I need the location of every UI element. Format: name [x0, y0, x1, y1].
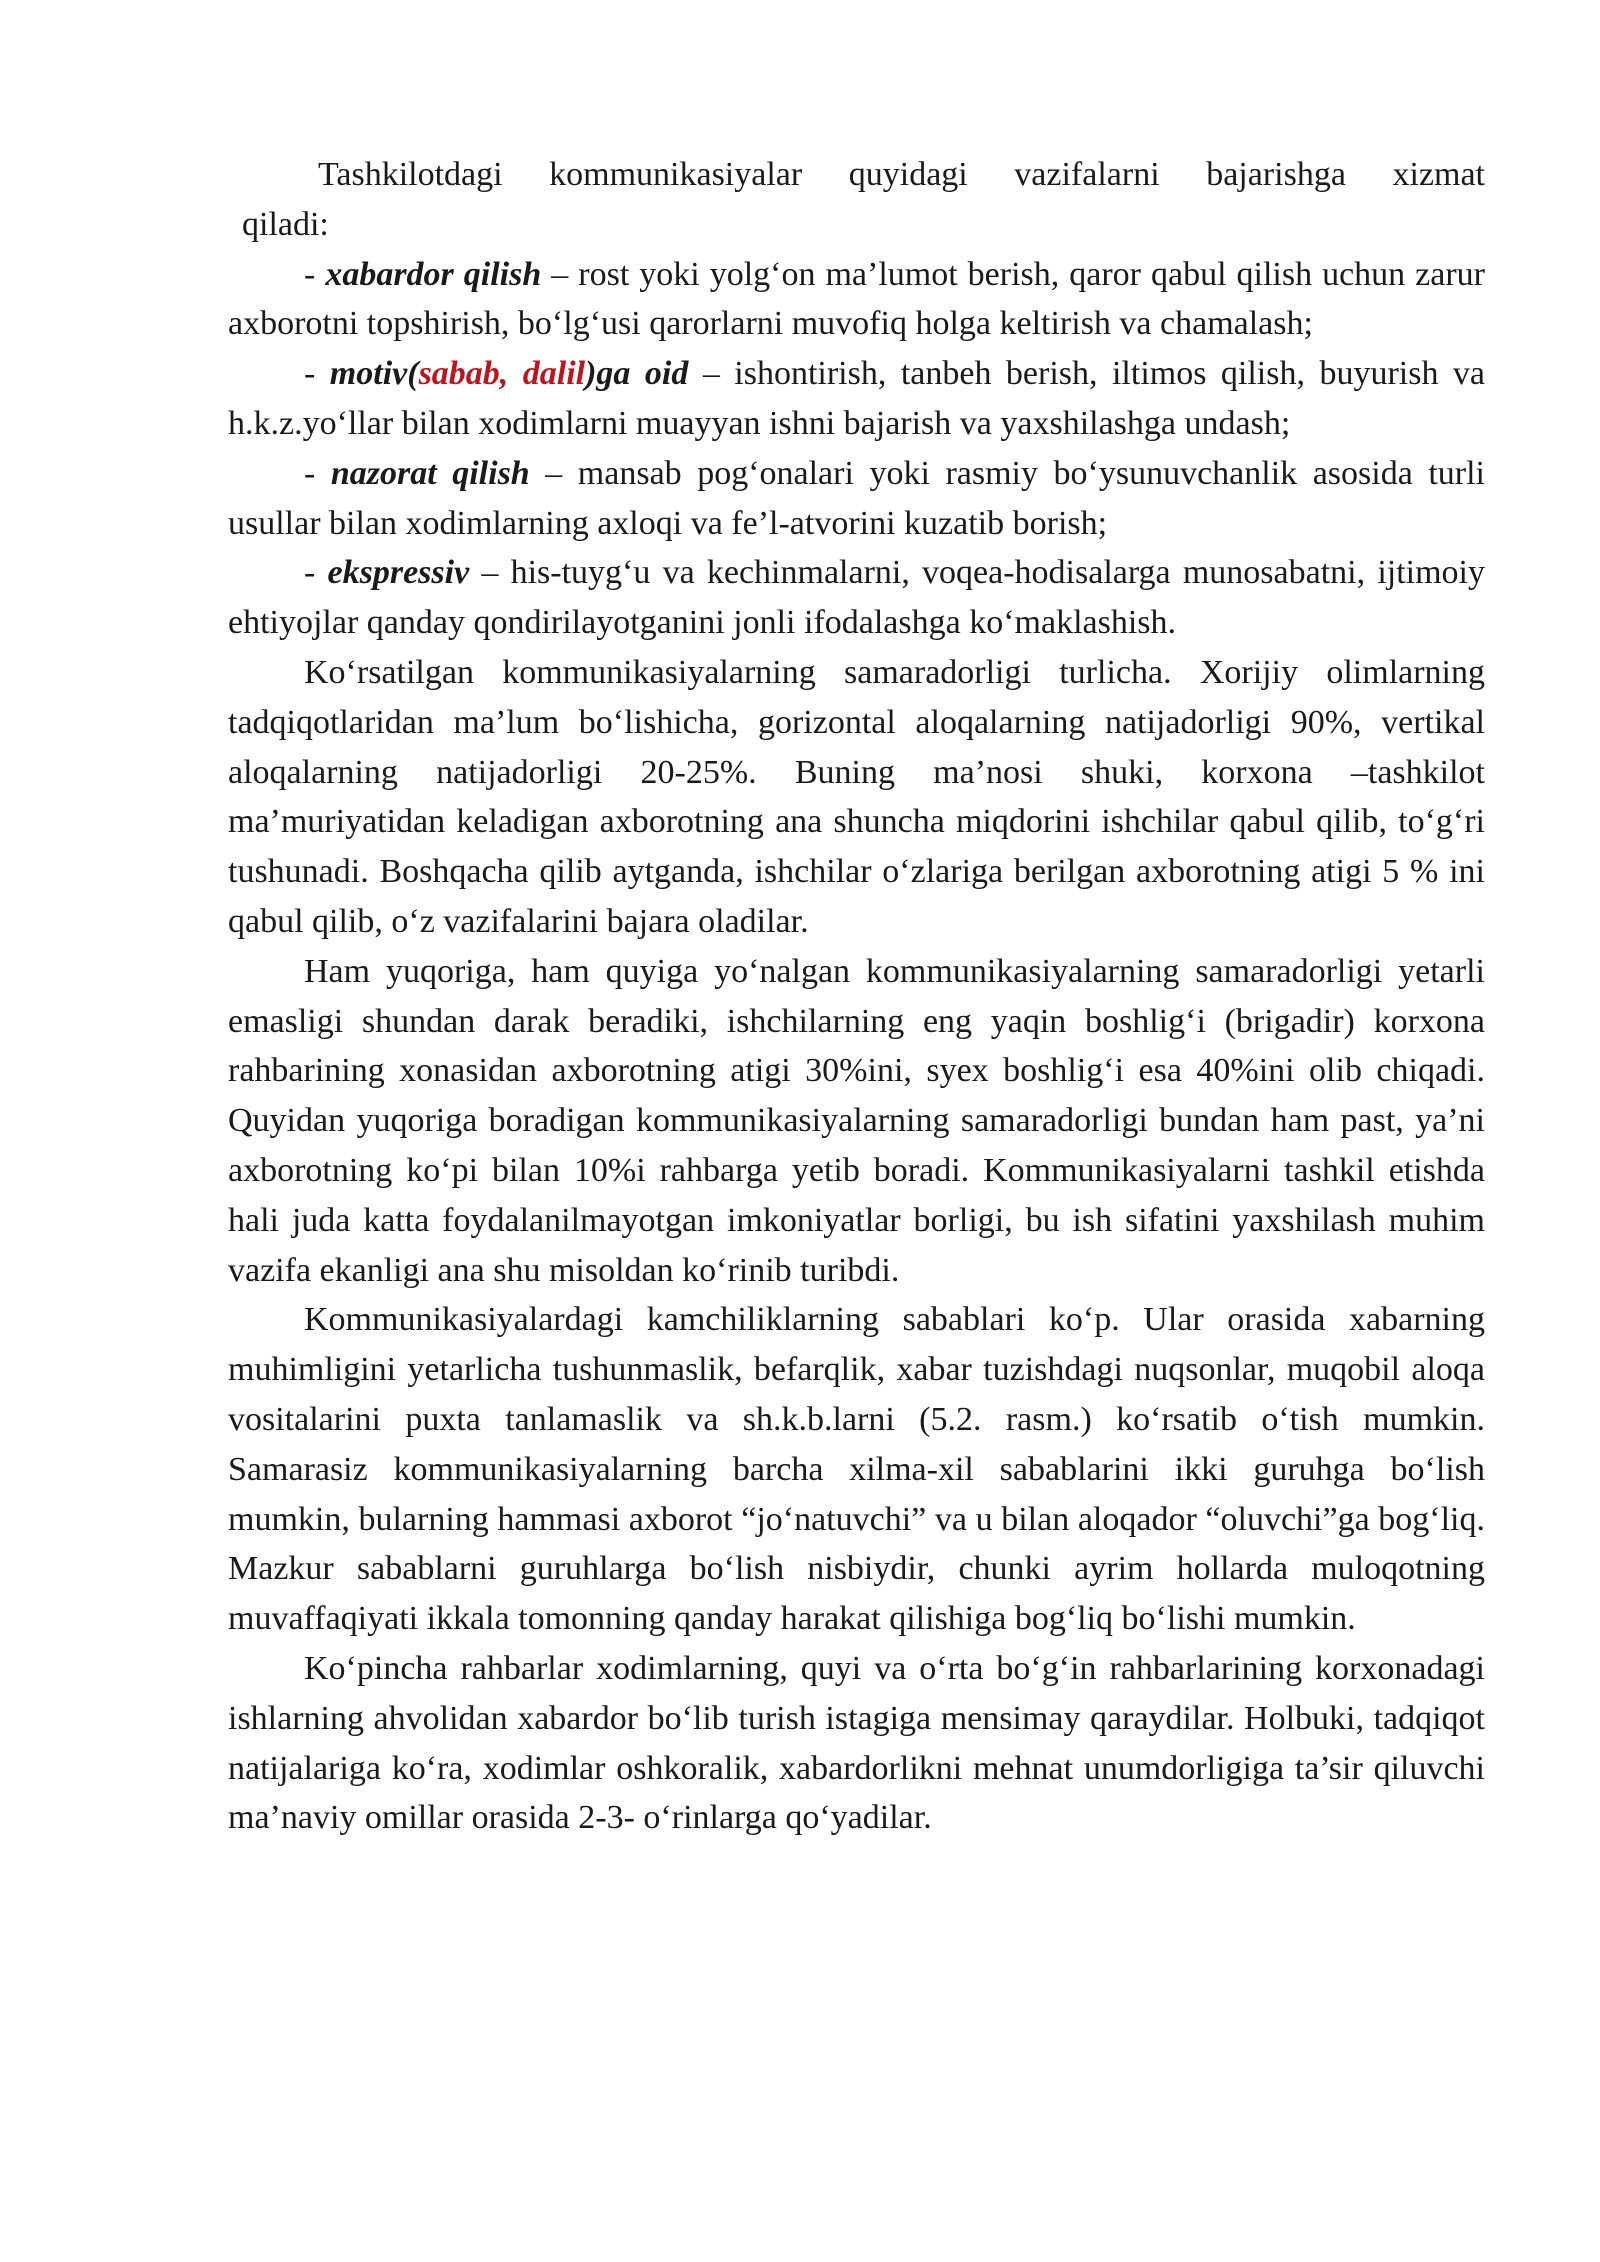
function-item-motivation — [228, 349, 1485, 449]
item-dash: - — [304, 454, 331, 492]
body-paragraph-upward-downward: Ham yuqoriga, ham quyiga yo‘nalgan kommunikasiyalarning samaradorligi yetarli emasligi shundan darak beradiki, ishchilarning eng yaqin boshlig‘i (brigadir) korxona rahbarining xonasidan axborotning atigi 30%ini, syex boshlig‘i esa 40%ini olib chiqadi. Quyidan yuqoriga boradigan kommunikasiyalarning samaradorligi bundan ham past, ya’ni axborotning ko‘pi bilan 10%i rahbarga yetib boradi. Kommunikasiyalarni tashkil etishda hali juda katta foydalanilmayotgan imkoniyatlar borligi, bu ish sifatini yaxshilash muhim vazifa ekanligi ana shu misoldan ko‘rinib turibdi. — [228, 952, 1485, 1289]
intro-paragraph — [228, 150, 1485, 200]
intro-line-2: qiladi: — [242, 205, 329, 243]
item-text: – his-tuyg‘u va kechinmalarni, voqea-hodisalarga munosabatni, ijtimoiy ehtiyojlar qanday qondirilayotganini jonli ifodalashga ko‘maklashish. — [228, 554, 1485, 642]
function-item-expressive — [228, 548, 1485, 648]
item-term-b: )ga oid — [585, 355, 689, 393]
intro-paragraph-end — [228, 200, 1485, 250]
item-dash: - — [304, 554, 328, 592]
item-term: nazorat qilish — [330, 454, 530, 492]
function-item-informing — [228, 250, 1485, 350]
item-text: – ishontirish, tanbeh berish, iltimos qilish, buyurish va h.k.z.yo‘llar bilan xodimlarni muayyan ishni bajarish va yaxshilashga undash; — [228, 355, 1485, 442]
item-text: – mansab pog‘onalari yoki rasmiy bo‘ysunuvchanlik asosida turli usullar bilan xodimlarning axloqi va fe’l-atvorini kuzatib borish; — [228, 454, 1485, 542]
intro-line-1: Tashkilotdagi kommunikasiyalar quyidagi vazifalarni bajarishga xizmat — [318, 156, 1485, 193]
item-dash: - — [304, 255, 326, 293]
item-dash: - — [304, 355, 330, 393]
item-term: xabardor qilish — [325, 255, 542, 293]
document-page — [228, 150, 1485, 1843]
function-item-control — [228, 449, 1485, 549]
item-term-highlight: sabab, dalil — [418, 355, 586, 393]
item-term: ekspressiv — [327, 554, 470, 592]
item-text: – rost yoki yolg‘on ma’lumot berish, qaror qabul qilish uchun zarur axborotni topshirish, bo‘lg‘usi qarorlarni muvofiq holga keltirish va chamalash; — [228, 255, 1486, 343]
body-paragraph-effectiveness: Ko‘rsatilgan kommunikasiyalarning samaradorligi turlicha. Xorijiy olimlarning tadqiqotlaridan ma’lum bo‘lishicha, gorizontal aloqalarning natijadorligi 90%, vertikal aloqalarning natijadorligi 20-25%. Buning ma’nosi shuki, korxona –tashkilot ma’muriyatidan keladigan axborotning ana shuncha miqdorini ishchilar qabul qilib, to‘g‘ri tushunadi. Boshqacha qilib aytganda, ishchilar o‘zlariga berilgan axborotning atigi 5 % ini qabul qilib, o‘z vazifalarini bajara oladilar. — [228, 653, 1485, 940]
body-paragraph-managers: Ko‘pincha rahbarlar xodimlarning, quyi va o‘rta bo‘g‘in rahbarlarining korxonadagi ishlarning ahvolidan xabardor bo‘lib turish istagiga mensimay qaraydilar. Holbuki, tadqiqot natijalariga ko‘ra, xodimlar oshkoralik, xabardorlikni mehnat unumdorligiga ta’sir qiluvchi ma’naviy omillar orasida 2-3- o‘rinlarga qo‘yadilar. — [228, 1649, 1485, 1837]
item-term-a: motiv( — [329, 355, 419, 393]
body-paragraph-shortcomings: Kommunikasiyalardagi kamchiliklarning sabablari ko‘p. Ular orasida xabarning muhimligini yetarlicha tushunmaslik, befarqlik, xabar tuzishdagi nuqsonlar, muqobil aloqa vositalarini puxta tanlamaslik va sh.k.b.larni (5.2. rasm.) ko‘rsatib o‘tish mumkin. Samarasiz kommunikasiyalarning barcha xilma-xil sabablarini ikki guruhga bo‘lish mumkin, bularning hammasi axborot “jo‘natuvchi” va u bilan aloqador “oluvchi”ga bog‘liq. Mazkur sabablarni guruhlarga bo‘lish nisbiydir, chunki ayrim hollarda muloqotning muvaffaqiyati ikkala tomonning qanday harakat qilishiga bog‘liq bo‘lishi mumkin. — [228, 1301, 1485, 1638]
